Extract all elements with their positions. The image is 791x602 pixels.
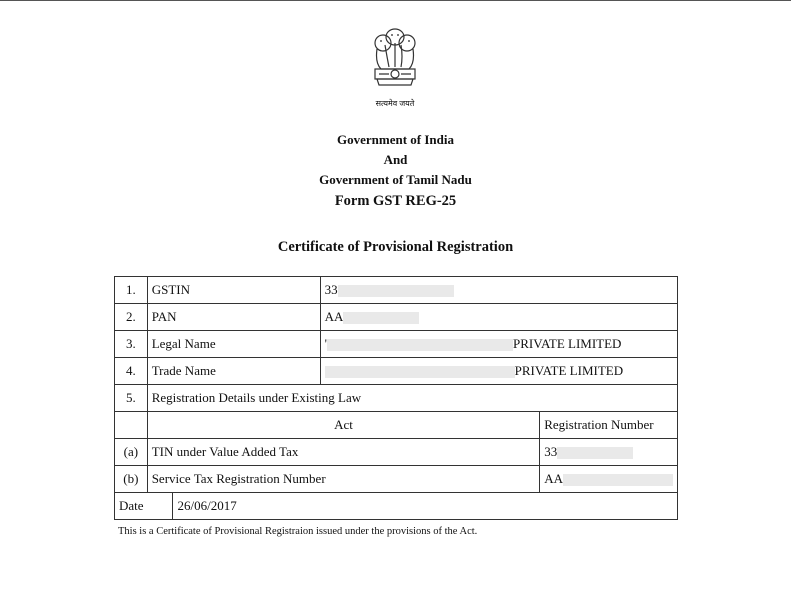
table-row	[115, 358, 678, 385]
legal-name-label: Legal Name	[147, 331, 320, 358]
table-row	[115, 412, 678, 439]
form-number: Form GST REG-25	[334, 193, 457, 209]
certificate-title: Certificate of Provisional Registration	[277, 239, 514, 255]
trade-name-label: Trade Name	[147, 358, 320, 385]
certificate-footnote: This is a Certificate of Provisional Registraion issued under the provisions of the Act.	[118, 526, 478, 537]
table-row	[115, 331, 678, 358]
header-government-of-tamil-nadu: Government of Tamil Nadu	[319, 172, 472, 187]
empty-cell	[115, 412, 148, 439]
legal-name-value-cell	[320, 331, 677, 358]
table-row	[115, 304, 678, 331]
table-row	[115, 439, 678, 466]
header-and: And	[383, 152, 408, 167]
redaction-block	[327, 339, 513, 351]
gstin-value: 33	[324, 282, 338, 297]
row-number: 1.	[115, 277, 148, 304]
table-row	[115, 493, 678, 520]
legal-name-value-suffix: PRIVATE LIMITED	[513, 336, 622, 351]
row-number: (b)	[115, 466, 148, 493]
table-row	[115, 385, 678, 412]
date-label: Date	[115, 493, 173, 520]
emblem-motto: सत्यमेव जयते	[375, 99, 415, 108]
trade-name-value-cell	[320, 358, 677, 385]
pan-value-cell	[320, 304, 677, 331]
service-tax-value: AA	[544, 471, 563, 486]
row-number: 3.	[115, 331, 148, 358]
table-row	[115, 277, 678, 304]
pan-value: AA	[324, 309, 344, 324]
trade-name-value-suffix: PRIVATE LIMITED	[514, 363, 624, 378]
tin-value-cell	[540, 439, 678, 466]
legal-name-value-prefix: '	[324, 336, 327, 351]
tin-value: 33	[544, 444, 558, 459]
existing-law-label: Registration Details under Existing Law	[147, 385, 677, 412]
row-number: 4.	[115, 358, 148, 385]
redaction-block	[563, 474, 673, 486]
service-tax-act-label: Service Tax Registration Number	[147, 466, 540, 493]
header-government-of-india: Government of India	[337, 132, 454, 147]
date-value: 26/06/2017	[173, 493, 678, 520]
redaction-block	[343, 312, 419, 324]
row-number: 5.	[115, 385, 148, 412]
redaction-block	[338, 285, 454, 297]
gstin-value-cell	[320, 277, 677, 304]
registration-number-column-header: Registration Number	[540, 412, 678, 439]
redaction-block	[557, 447, 633, 459]
tin-act-label: TIN under Value Added Tax	[147, 439, 540, 466]
row-number: 2.	[115, 304, 148, 331]
gstin-label: GSTIN	[147, 277, 320, 304]
redaction-block	[325, 366, 515, 378]
table-row	[115, 466, 678, 493]
act-column-header: Act	[147, 412, 540, 439]
row-number: (a)	[115, 439, 148, 466]
service-tax-value-cell	[540, 466, 678, 493]
pan-label: PAN	[147, 304, 320, 331]
registration-table	[114, 276, 678, 520]
